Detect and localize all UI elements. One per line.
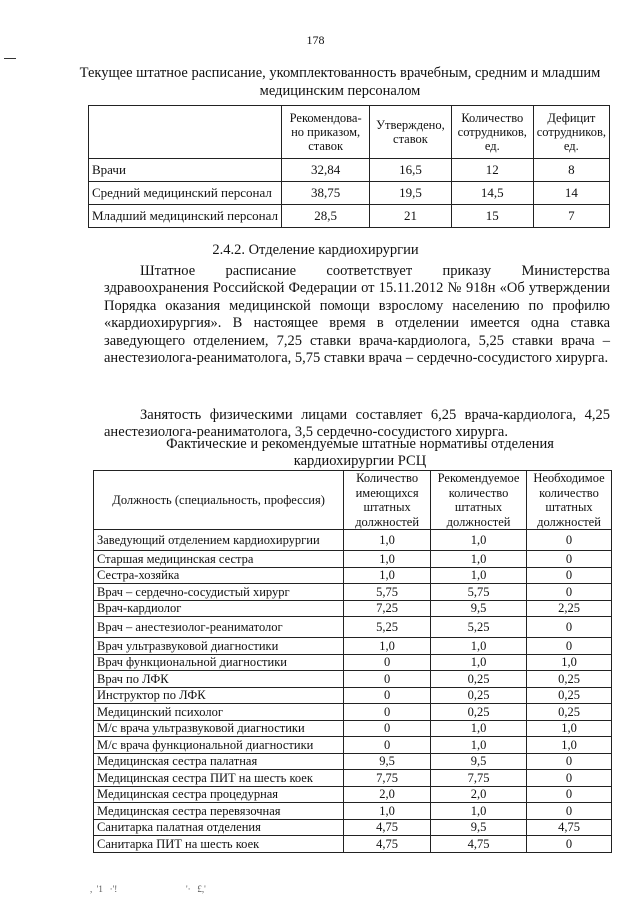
value-cell: 0,25: [527, 687, 612, 704]
paragraph: Занятость физическими лицами составляет 6,25 врача-кардиолога, 4,25 анестезиолога-реаниматолога, 3,5 сердечно-сосудистого хирурга.: [104, 407, 610, 441]
header-cell: Рекомендуемое количество штатных должностей: [431, 471, 527, 530]
value-cell: 0: [527, 617, 612, 638]
table-row: [94, 617, 612, 638]
value-cell: 1,0: [431, 737, 527, 754]
value-cell: 21: [370, 205, 452, 228]
value-cell: 1,0: [527, 654, 612, 671]
value-cell: 0,25: [527, 671, 612, 688]
table-row: [94, 836, 612, 853]
value-cell: 5,75: [431, 584, 527, 601]
table1-title: Текущее штатное расписание, укомплектованность врачебным, средним и младшим медицинским персоналом: [79, 65, 601, 99]
table-row: [94, 737, 612, 754]
value-cell: 16,5: [370, 159, 452, 182]
value-cell: 1,0: [431, 654, 527, 671]
table-row: [94, 600, 612, 617]
table-header-row: [94, 471, 612, 530]
value-cell: 32,84: [282, 159, 370, 182]
value-cell: 7,75: [431, 770, 527, 787]
table-row: [89, 159, 610, 182]
norms-table: [93, 470, 612, 853]
value-cell: 28,5: [282, 205, 370, 228]
header-cell: [89, 106, 282, 159]
margin-mark: [4, 58, 16, 59]
value-cell: 0: [527, 567, 612, 584]
scan-noise-mark: , '1 ·'!: [90, 884, 118, 894]
value-cell: 0: [527, 584, 612, 601]
value-cell: 0: [527, 786, 612, 803]
value-cell: 1,0: [344, 551, 431, 568]
row-label-cell: Сестра-хозяйка: [94, 567, 344, 584]
header-cell: Необходимое количество штатных должностей: [527, 471, 612, 530]
row-label-cell: М/с врача ультразвуковой диагностики: [94, 720, 344, 737]
value-cell: 0: [527, 770, 612, 787]
value-cell: 2,0: [431, 786, 527, 803]
value-cell: 0: [527, 803, 612, 820]
row-label-cell: Заведующий отделением кардиохирургии: [94, 530, 344, 551]
value-cell: 12: [451, 159, 533, 182]
row-label-cell: Санитарка ПИТ на шесть коек: [94, 836, 344, 853]
table-row: [94, 654, 612, 671]
table-row: [94, 786, 612, 803]
value-cell: 5,75: [344, 584, 431, 601]
value-cell: 0: [344, 654, 431, 671]
value-cell: 1,0: [431, 530, 527, 551]
row-label-cell: Медицинская сестра ПИТ на шесть коек: [94, 770, 344, 787]
row-label-cell: Врач – сердечно-сосудистый хирург: [94, 584, 344, 601]
value-cell: 4,75: [344, 819, 431, 836]
value-cell: 4,75: [431, 836, 527, 853]
table-row: [94, 704, 612, 721]
row-label-cell: Медицинская сестра перевязочная: [94, 803, 344, 820]
value-cell: 1,0: [431, 551, 527, 568]
value-cell: 4,75: [344, 836, 431, 853]
table-row: [94, 803, 612, 820]
row-label-cell: Старшая медицинская сестра: [94, 551, 344, 568]
table-row: [94, 671, 612, 688]
row-label-cell: Медицинская сестра палатная: [94, 753, 344, 770]
value-cell: 1,0: [431, 638, 527, 655]
header-cell: Должность (специальность, профессия): [94, 471, 344, 530]
value-cell: 14: [533, 182, 609, 205]
staffing-table: [88, 105, 610, 228]
value-cell: 4,75: [527, 819, 612, 836]
value-cell: 0: [527, 638, 612, 655]
value-cell: 14,5: [451, 182, 533, 205]
value-cell: 9,5: [431, 600, 527, 617]
value-cell: 1,0: [431, 567, 527, 584]
value-cell: 0,25: [431, 704, 527, 721]
row-label-cell: Врач-кардиолог: [94, 600, 344, 617]
table2-title: Фактические и рекомендуемые штатные нормативы отделения кардиохирургии РСЦ: [166, 436, 554, 469]
value-cell: 0: [344, 687, 431, 704]
value-cell: 7: [533, 205, 609, 228]
table-row: [94, 687, 612, 704]
value-cell: 9,5: [431, 753, 527, 770]
table-row: [94, 753, 612, 770]
row-label-cell: Медицинская сестра процедурная: [94, 786, 344, 803]
value-cell: 38,75: [282, 182, 370, 205]
value-cell: 1,0: [527, 737, 612, 754]
value-cell: 1,0: [431, 720, 527, 737]
scan-noise-mark: '· £,': [186, 884, 206, 894]
page-number: 178: [306, 33, 325, 47]
table-row: [94, 551, 612, 568]
section-heading: 2.4.2. Отделение кардиохирургии: [212, 242, 419, 258]
value-cell: 0,25: [431, 687, 527, 704]
value-cell: 2,25: [527, 600, 612, 617]
value-cell: 0: [344, 737, 431, 754]
value-cell: 0,25: [431, 671, 527, 688]
row-label-cell: М/с врача функциональной диагностики: [94, 737, 344, 754]
value-cell: 0,25: [527, 704, 612, 721]
row-label-cell: Врач по ЛФК: [94, 671, 344, 688]
header-cell: Дефицит сотрудников, ед.: [533, 106, 609, 159]
value-cell: 0: [527, 836, 612, 853]
table-row: [94, 567, 612, 584]
value-cell: 19,5: [370, 182, 452, 205]
value-cell: 1,0: [431, 803, 527, 820]
row-label-cell: Санитарка палатная отделения: [94, 819, 344, 836]
value-cell: 2,0: [344, 786, 431, 803]
table-row: [89, 205, 610, 228]
header-cell: Утверждено, ставок: [370, 106, 452, 159]
row-label-cell: Врачи: [89, 159, 282, 182]
value-cell: 0: [344, 704, 431, 721]
value-cell: 1,0: [344, 567, 431, 584]
value-cell: 7,75: [344, 770, 431, 787]
table-row: [94, 720, 612, 737]
table-row: [89, 182, 610, 205]
table-row: [94, 819, 612, 836]
row-label-cell: Врач – анестезиолог-реаниматолог: [94, 617, 344, 638]
value-cell: 7,25: [344, 600, 431, 617]
table-row: [94, 638, 612, 655]
row-label-cell: Инструктор по ЛФК: [94, 687, 344, 704]
value-cell: 5,25: [431, 617, 527, 638]
value-cell: 0: [344, 720, 431, 737]
value-cell: 9,5: [344, 753, 431, 770]
value-cell: 1,0: [344, 530, 431, 551]
value-cell: 0: [344, 671, 431, 688]
value-cell: 5,25: [344, 617, 431, 638]
table-header-row: [89, 106, 610, 159]
value-cell: 15: [451, 205, 533, 228]
paragraph: Штатное расписание соответствует приказу Министерства здравоохранения Российской Федерации от 15.11.2012 № 918н «Об утверждении Порядка оказания медицинской помощи взрослому населению по профилю «кардиохирургия». В настоящее время в отделении имеется одна ставка заведующего отделением, 7,25 ставки врача-кардиолога, 5,25 ставки врача – анестезиолога-реаниматолога, 5,75 ставки врача – сердечно-сосудистого хирурга.: [104, 263, 610, 367]
value-cell: 1,0: [344, 638, 431, 655]
row-label-cell: Врач функциональной диагностики: [94, 654, 344, 671]
value-cell: 0: [527, 753, 612, 770]
header-cell: Рекомендова-но приказом, ставок: [282, 106, 370, 159]
table-row: [94, 770, 612, 787]
row-label-cell: Младший медицинский персонал: [89, 205, 282, 228]
table-row: [94, 584, 612, 601]
value-cell: 1,0: [527, 720, 612, 737]
row-label-cell: Средний медицинский персонал: [89, 182, 282, 205]
value-cell: 8: [533, 159, 609, 182]
header-cell: Количество имеющихся штатных должностей: [344, 471, 431, 530]
header-cell: Количество сотрудников, ед.: [451, 106, 533, 159]
value-cell: 0: [527, 551, 612, 568]
table-row: [94, 530, 612, 551]
value-cell: 1,0: [344, 803, 431, 820]
value-cell: 0: [527, 530, 612, 551]
value-cell: 9,5: [431, 819, 527, 836]
row-label-cell: Врач ультразвуковой диагностики: [94, 638, 344, 655]
row-label-cell: Медицинский психолог: [94, 704, 344, 721]
